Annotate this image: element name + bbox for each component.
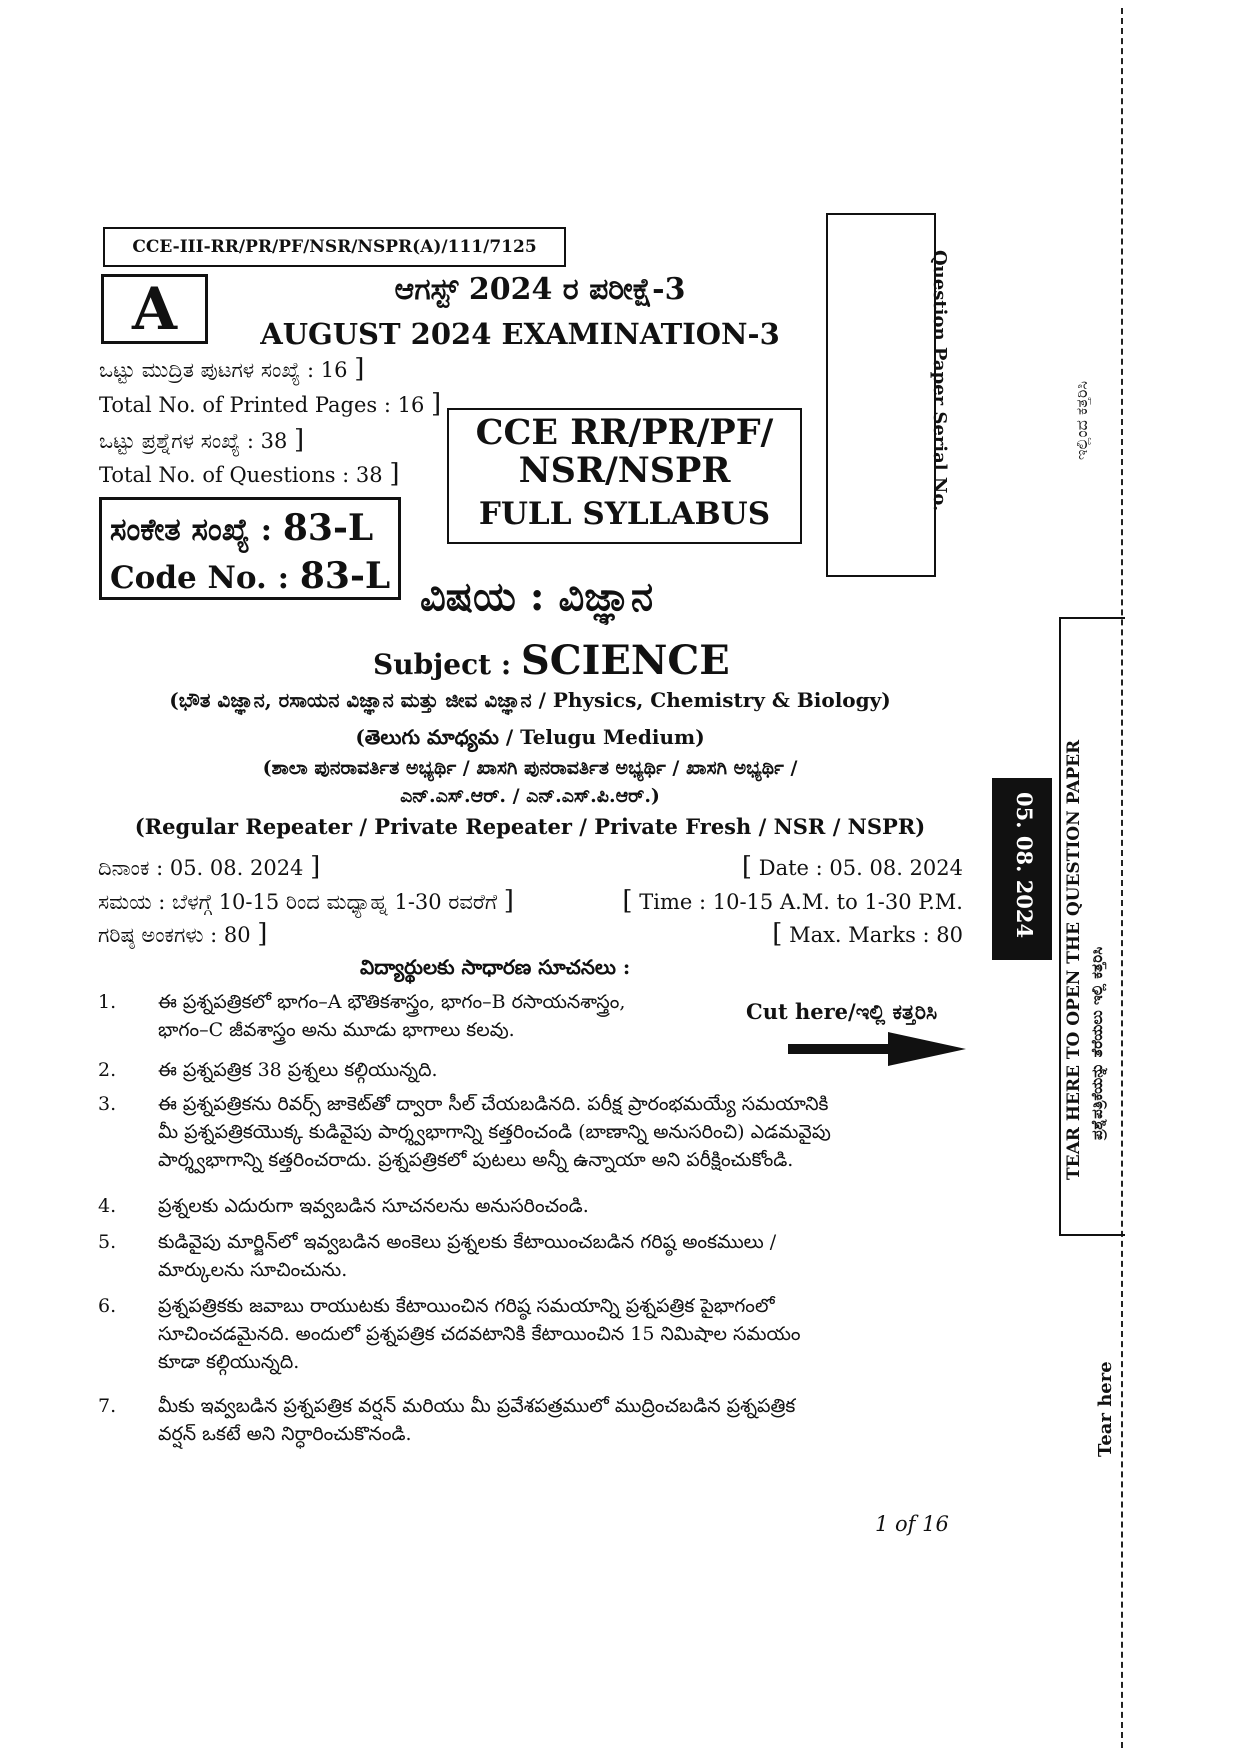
code-number-kn: ಸಂಕೇತ ಸಂಖ್ಯೆ : 83-L (110, 507, 374, 549)
subjects-line: (ಭೌತ ವಿಜ್ಞಾನ, ರಸಾಯನ ವಿಜ್ಞಾನ ಮತ್ತು ಜೀವ ವಿಜ್ಞಾನ / Physics, Chemistry & Biology) (169, 688, 891, 712)
date-strip-text: 05. 08. 2024 (1012, 792, 1037, 939)
marks-kn: ಗರಿಷ್ಠ ಅಂಕಗಳು : 80 ] (98, 919, 268, 949)
tear-instruction (1062, 620, 1122, 1232)
time-en: [ Time : 10-15 A.M. to 1-30 P.M. (622, 886, 963, 916)
time-row (98, 888, 963, 915)
cce-category-box (447, 408, 802, 544)
subject-english: Subject : SCIENCE (373, 637, 730, 684)
printed-pages-kn: ಒಟ್ಟು ಮುದ್ರಿತ ಪುಟಗಳ ಸಂಖ್ಯೆ : 16 ] (99, 354, 365, 384)
cut-arrow-icon (788, 1030, 968, 1068)
cce-line-2: NSR/NSPR (518, 450, 731, 491)
marks-en: [ Max. Marks : 80 (772, 919, 963, 949)
serial-number-label: Question Paper Serial No. (929, 250, 950, 512)
instruction-item: 1. ఈ ప్రశ్నపత్రికలో భాగం–A భౌతికశాస్త్రం, భాగం–B రసాయనశాస్త్రం, భాగం–C జీవశాస్త్రం అను మూడు భాగాలు కలవు. (98, 991, 626, 1041)
exam-title-kannada: ಆಗಸ್ಟ್ 2024 ರ ಪರೀಕ್ಷೆ-3 (394, 272, 686, 307)
date-kn: ದಿನಾಂಕ : 05. 08. 2024 ] (98, 852, 321, 882)
serial-number-box (826, 213, 936, 577)
marks-row (98, 921, 963, 948)
printed-pages-en: Total No. of Printed Pages : 16 ] (99, 389, 442, 419)
paper-code-line: CCE-III-RR/PR/PF/NSR/NSPR(A)/111/7125 (103, 227, 566, 267)
tear-instruction-kn: ಪ್ರಶ್ನೆಪತ್ರಿಕೆಯನ್ನು ತೆರೆಯಲು ಇಲ್ಲಿ ಕತ್ತರಿಸಿ (1088, 946, 1106, 1140)
candidates-en-line: (Regular Repeater / Private Repeater / Private Fresh / NSR / NSPR) (134, 814, 926, 839)
exam-title-english: AUGUST 2024 EXAMINATION-3 (260, 317, 780, 351)
tear-instruction-en: TEAR HERE TO OPEN THE QUESTION PAPER (1064, 739, 1084, 1180)
code-number-en: Code No. : 83-L (110, 555, 391, 597)
code-number-box (99, 497, 401, 600)
date-en: [ Date : 05. 08. 2024 (741, 852, 963, 882)
tear-here-label: Tear here (1095, 1361, 1116, 1457)
candidates-kn-line-2: ಎನ್.ಎಸ್.ಆರ್. / ಎನ್.ಎಸ್.ಪಿ.ಆರ್.) (400, 785, 660, 807)
questions-count-en: Total No. of Questions : 38 ] (99, 459, 400, 489)
paper-set-letter: A (101, 274, 208, 344)
cce-line-1: CCE RR/PR/PF/ (475, 412, 774, 453)
medium-line: (తెలుగు మాధ్యమ / Telugu Medium) (355, 725, 705, 749)
date-row (98, 854, 963, 881)
questions-count-kn: ಒಟ್ಟು ಪ್ರಶ್ನೆಗಳ ಸಂಖ್ಯೆ : 38 ] (99, 425, 305, 455)
full-syllabus-label: FULL SYLLABUS (478, 496, 771, 532)
subject-kannada: ವಿಷಯ : ವಿಜ್ಞಾನ (420, 573, 654, 620)
cut-here-label: Cut here/ಇಲ್ಲಿ ಕತ್ತರಿಸಿ (746, 999, 938, 1024)
instructions-title: విద్యార్థులకు సాధారణ సూచనలు : (360, 955, 631, 979)
time-kn: ಸಮಯ : ಬೆಳಗ್ಗೆ 10-15 ರಿಂದ ಮಧ್ಯಾಹ್ನ 1-30 ರವರೆಗೆ ] (98, 886, 514, 916)
cut-from-here-kn: ಇಲ್ಲಿಂದ ಕತ್ತರಿಸಿ (1072, 381, 1091, 460)
candidates-kn-line-1: (ಶಾಲಾ ಪುನರಾವರ್ತಿತ ಅಭ್ಯರ್ಥಿ / ಖಾಸಗಿ ಪುನರಾವರ್ತಿತ ಅಭ್ಯರ್ಥಿ / ಖಾಸಗಿ ಅಭ್ಯರ್ಥಿ / (262, 757, 798, 779)
page-number: 1 of 16 (875, 1512, 949, 1536)
